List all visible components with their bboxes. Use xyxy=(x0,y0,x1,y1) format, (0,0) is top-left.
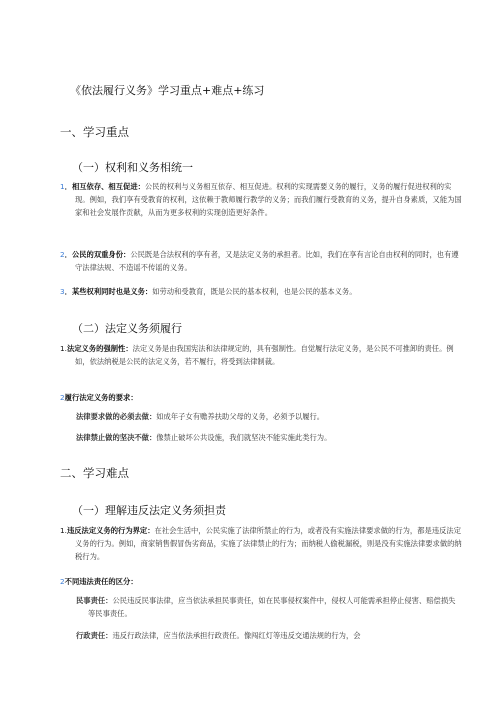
requirement-item xyxy=(76,410,456,423)
item-number: 1. xyxy=(60,526,67,535)
item-label: ．相互依存、相互促进： xyxy=(64,182,145,191)
requirement-label: 法律禁止做的坚决不做： xyxy=(76,433,157,442)
item-text: 如劳动和受教育，既是公民的基本权利，也是公民的基本义务。 xyxy=(152,287,357,296)
item-text: 法定义务是由我国宪法和法律规定的，具有强制性。自觉履行法定义务，是公民不可推卸的责任。例如，依法纳税是公民的法定义务，若不履行，将受到法律制裁。 xyxy=(75,344,454,366)
section-2-sub-1-heading: （一）理解违反法定义务须担责 xyxy=(72,504,226,517)
item-number: 3 xyxy=(60,287,65,296)
list-item xyxy=(60,285,465,298)
section-2-heading: 二、学习难点 xyxy=(60,466,129,480)
section-1-sub-2-heading: （二）法定义务须履行 xyxy=(72,322,182,335)
item-label: 履行法定义务的要求： xyxy=(64,393,138,402)
list-item xyxy=(60,342,465,368)
item-text: 在社会生活中，公民实施了法律所禁止的行为，或者没有实施法律要求做的行为，都是违反法定义务的行为。例如，商家销售假冒伪劣商品，实施了法律禁止的行为；而纳税人偷税漏税，则是没有实施法律要求做的纳税行为。 xyxy=(75,526,462,561)
item-number: 2 xyxy=(60,577,65,586)
responsibility-item xyxy=(76,629,462,642)
document-title: 《依法履行义务》学习重点+难点+练习 xyxy=(70,84,265,97)
responsibility-text: 公民违反民事法律，应当依法承担民事责任，如在民事侵权案件中，侵权人可能需承担停止侵害、赔偿损失等民事责任。 xyxy=(88,596,456,618)
item-label: 法定义务的强制性： xyxy=(66,344,133,353)
item-label: ．公民的双重身份： xyxy=(64,250,131,259)
item-text: 公民既是合法权利的享有者，又是法定义务的承担者。比如，我们在享有言论自由权利的同时，也有遵守法律法规、不造谣不传谣的义务。 xyxy=(75,250,459,272)
list-item-heading xyxy=(60,575,138,588)
item-label: 违反法定义务的行为界定： xyxy=(66,526,155,535)
section-1-heading: 一、学习重点 xyxy=(60,125,129,139)
item-label: 不同违法责任的区分： xyxy=(64,577,138,586)
list-item xyxy=(60,524,465,563)
section-1-sub-1-heading: （一）权利和义务相统一 xyxy=(72,161,193,174)
requirement-item xyxy=(76,431,456,444)
item-label: ．某些权利同时也是义务： xyxy=(64,287,153,296)
item-number: 2 xyxy=(60,393,65,402)
requirement-label: 法律要求做的必须去做： xyxy=(76,412,157,421)
list-item xyxy=(60,248,465,274)
list-item xyxy=(60,180,465,219)
requirement-text: 像禁止破坏公共设施，我们就坚决不能实施此类行为。 xyxy=(156,433,332,442)
item-number: 2 xyxy=(60,250,65,259)
list-item-heading xyxy=(60,391,138,404)
item-number: 1 xyxy=(60,182,65,191)
responsibility-text: 违反行政法律，应当依法承担行政责任。像闯红灯等违反交通法规的行为，会 xyxy=(112,631,361,640)
item-text: 公民的权利与义务相互依存、相互促进。权利的实现需要义务的履行，义务的履行促进权利的实现。例如，我们享有受教育的权利，这依赖于教师履行教学的义务；而我们履行受教育的义务，提升自身素质，又能为国家和社会发展作贡献，从而为更多权利的实现创造更好条件。 xyxy=(75,182,462,217)
responsibility-label: 民事责任： xyxy=(76,596,113,605)
responsibility-item xyxy=(76,594,462,620)
item-number: 1. xyxy=(60,344,67,353)
responsibility-label: 行政责任： xyxy=(76,631,113,640)
requirement-text: 如成年子女有赡养扶助父母的义务，必须予以履行。 xyxy=(156,412,325,421)
